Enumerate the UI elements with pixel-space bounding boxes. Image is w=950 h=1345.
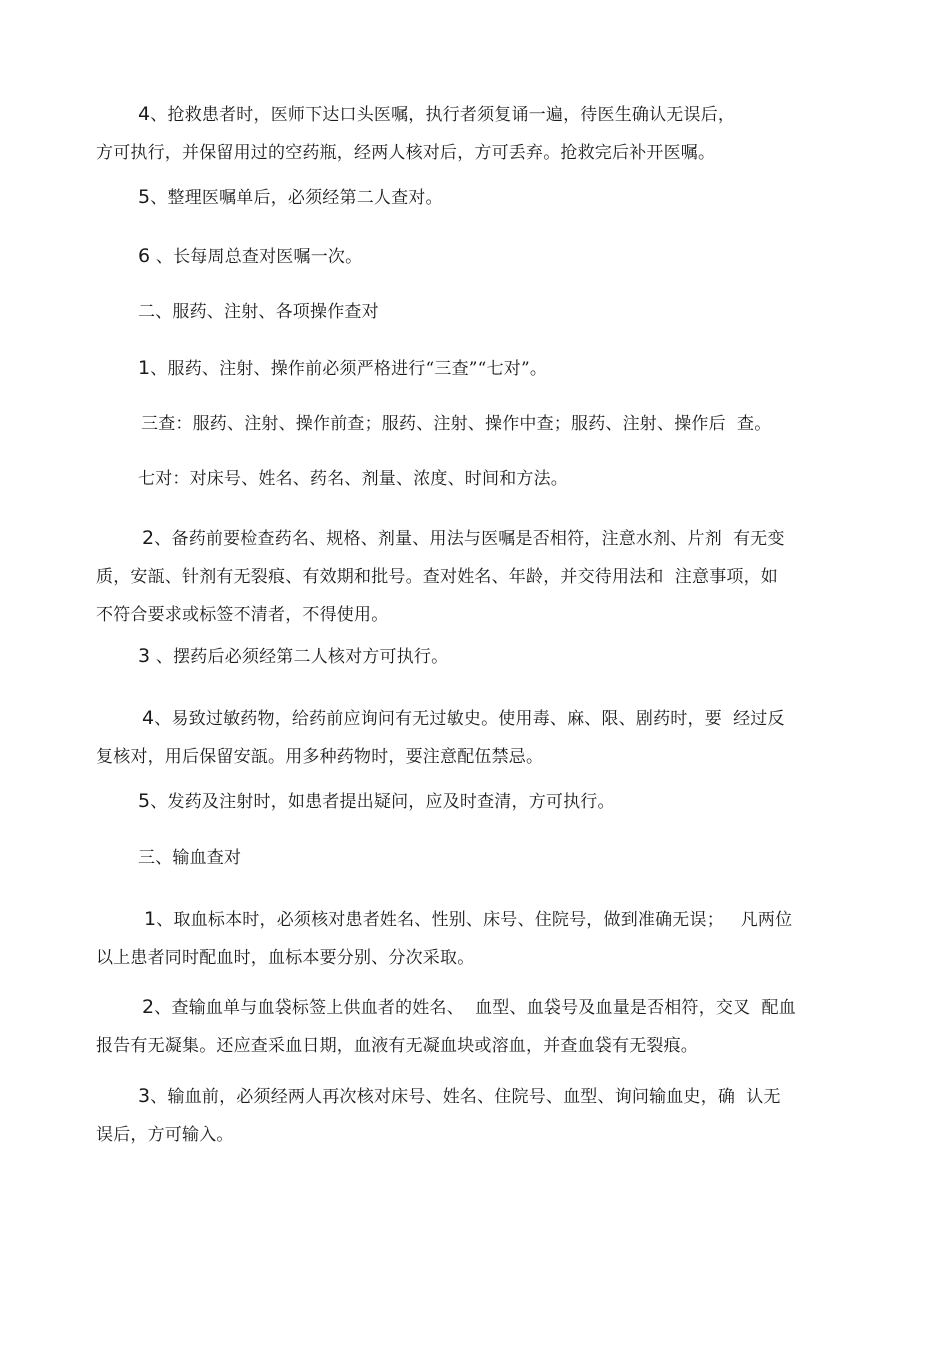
item-number: 1 [144,908,157,930]
paragraph-text: 、摆药后必须经第二人核对方可执行。 [150,647,449,667]
paragraph-15 [96,1077,850,1154]
paragraph-text: 、输血前，必须经两人再次核对床号、姓名、住院号、血型、询问输血史，确 认无 误后，方可输入。 [96,1087,781,1145]
paragraph-text: 、整理医嘱单后，必须经第二人查对。 [150,188,443,208]
paragraph-2 [96,178,850,217]
paragraph-14 [96,988,850,1065]
paragraph-text: 、服药、注射、操作前必须严格进行“三查”“七对”。 [150,359,548,379]
paragraph-text: 、取血标本时，必须核对患者姓名、性别、床号、住院号，做到准确无误； 凡两位 以上患者同时配血时，血标本要分别、分次采取。 [96,910,793,968]
section-heading-3 [138,839,241,877]
item-number: 4 [142,707,155,729]
paragraph-text: 七对：对床号、姓名、药名、剂量、浓度、时间和方法。 [138,469,568,489]
item-number: 3 [138,645,151,667]
item-number: 5 [138,790,151,812]
heading-text: 二、服药、注射、各项操作查对 [138,302,379,322]
item-number: 3 [138,1085,151,1107]
paragraph-5 [96,349,850,388]
item-number: 5 [138,186,151,208]
section-heading-2 [138,293,379,331]
paragraph-text: 、备药前要检查药名、规格、剂量、用法与医嘱是否相符，注意水剂、片剂 有无变 质，安瓿、针剂有无裂痕、有效期和批号。查对姓名、年龄，并交待用法和 注意事项，如 不符合要求或标签不清者，不得使用。 [96,529,785,625]
paragraph-text: 、查输血单与血袋标签上供血者的姓名、 血型、血袋号及血量是否相符，交叉 配血 报告有无凝集。还应查采血日期，血液有无凝血块或溶血，并查血袋有无裂痕。 [96,998,796,1056]
heading-text: 三、输血查对 [138,848,242,868]
paragraph-text: 、易致过敏药物，给药前应询问有无过敏史。使用毒、麻、限、剧药时，要 经过反 复核对，用后保留安瓿。用多种药物时，要注意配伍禁忌。 [96,709,785,767]
item-number: 4 [138,103,151,125]
paragraph-10 [96,699,850,776]
paragraph-11 [96,782,850,821]
paragraph-9 [96,637,850,676]
paragraph-text: 、发药及注射时，如患者提出疑问，应及时查清，方可执行。 [150,792,615,812]
item-number: 1 [138,357,151,379]
item-number: 2 [142,527,155,549]
item-number: 2 [142,996,155,1018]
paragraph-3 [96,237,850,276]
paragraph-1 [96,95,850,172]
paragraph-6 [96,405,850,443]
paragraph-13 [96,900,850,977]
paragraph-text: 、抢救患者时，医师下达口头医嘱，执行者须复诵一遍，待医生确认无误后， 方可执行，并保留用过的空药瓶，经两人核对后，方可丢弃。抢救完后补开医嘱。 [96,105,736,163]
paragraph-7 [96,460,850,498]
paragraph-8 [96,519,850,634]
paragraph-text: 三查：服药、注射、操作前查；服药、注射、操作中查；服药、注射、操作后 查。 [141,414,772,434]
paragraph-text: 、长每周总查对医嘱一次。 [150,247,363,267]
item-number: 6 [138,245,151,267]
